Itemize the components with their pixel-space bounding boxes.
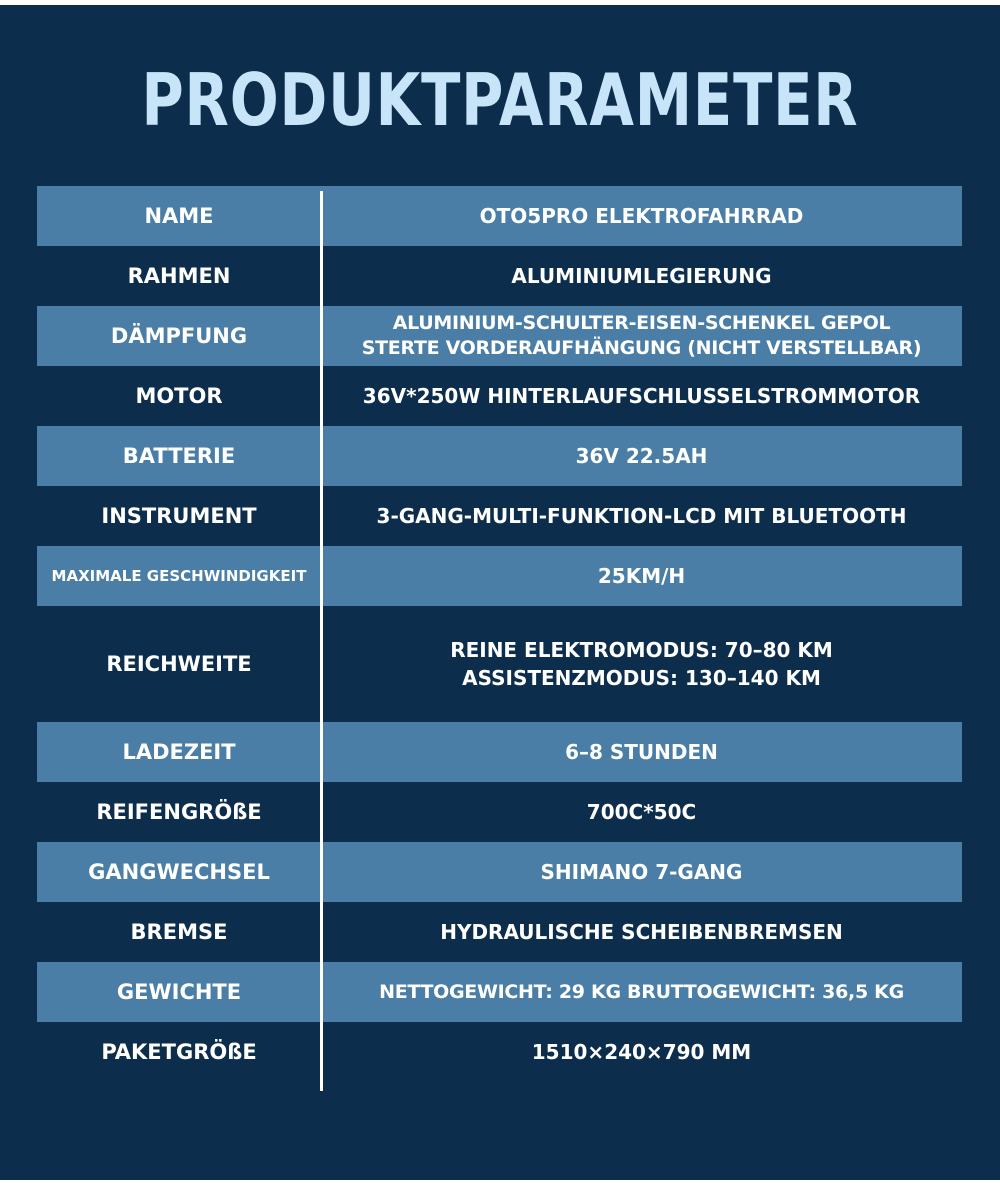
- spec-value-line: ASSISTENZMODUS: 130–140 KM: [462, 666, 821, 690]
- spec-value: ALUMINIUMLEGIERUNG: [511, 264, 772, 288]
- spec-label: PAKETGRÖßE: [101, 1040, 257, 1064]
- spec-label: LADEZEIT: [122, 740, 236, 764]
- spec-row-max-speed: [37, 546, 962, 606]
- spec-label: MAXIMALE GESCHWINDIGKEIT: [51, 567, 307, 585]
- spec-value: [321, 636, 962, 692]
- spec-label: BATTERIE: [122, 444, 236, 468]
- spec-row-frame: [37, 246, 962, 306]
- spec-row-tire-size: [37, 782, 962, 842]
- spec-panel: [0, 5, 1000, 1180]
- spec-value: 1510×240×790 MM: [531, 1040, 752, 1064]
- spec-value: SHIMANO 7-GANG: [540, 860, 743, 884]
- spec-value: [321, 311, 962, 361]
- spec-label: GEWICHTE: [116, 980, 242, 1004]
- spec-label: NAME: [144, 204, 214, 228]
- spec-value: 25KM/H: [597, 564, 686, 588]
- spec-row-package-size: [37, 1022, 962, 1082]
- spec-value: OTO5PRO ELEKTROFAHRRAD: [479, 204, 804, 228]
- spec-value: HYDRAULISCHE SCHEIBENBREMSEN: [440, 920, 843, 944]
- spec-value-line: ALUMINIUM-SCHULTER-EISEN-SCHENKEL GEPOL: [392, 312, 891, 334]
- spec-row-battery: [37, 426, 962, 486]
- spec-value-line: STERTE VORDERAUFHÄNGUNG (NICHT VERSTELLBAR): [361, 337, 922, 359]
- spec-value: 36V 22.5AH: [575, 444, 708, 468]
- spec-value-line: REINE ELEKTROMODUS: 70–80 KM: [450, 638, 833, 662]
- spec-label: DÄMPFUNG: [110, 324, 248, 348]
- spec-row-charge-time: [37, 722, 962, 782]
- spec-label: GANGWECHSEL: [88, 860, 270, 884]
- spec-value: NETTOGEWICHT: 29 KG BRUTTOGEWICHT: 36,5 KG: [379, 980, 904, 1003]
- spec-label: INSTRUMENT: [101, 504, 257, 528]
- spec-row-name: [37, 186, 962, 246]
- spec-label: BREMSE: [130, 920, 228, 944]
- spec-value: 36V*250W HINTERLAUFSCHLUSSELSTROMMOTOR: [362, 384, 921, 408]
- spec-row-suspension: [37, 306, 962, 366]
- spec-label: RAHMEN: [127, 264, 231, 288]
- spec-row-motor: [37, 366, 962, 426]
- spec-row-instrument: [37, 486, 962, 546]
- spec-value: 3-GANG-MULTI-FUNKTION-LCD MIT BLUETOOTH: [376, 504, 907, 528]
- page-title: PRODUKTPARAMETER: [141, 58, 859, 142]
- spec-value: 700C*50C: [586, 800, 697, 824]
- spec-row-gears: [37, 842, 962, 902]
- spec-label: REICHWEITE: [106, 652, 252, 676]
- spec-table: [37, 186, 962, 1082]
- spec-label: MOTOR: [135, 384, 223, 408]
- spec-label: REIFENGRÖßE: [96, 800, 262, 824]
- column-divider: [320, 191, 323, 1091]
- spec-row-range: [37, 606, 962, 722]
- spec-row-weight: [37, 962, 962, 1022]
- spec-value: 6–8 STUNDEN: [565, 740, 718, 764]
- spec-row-brakes: [37, 902, 962, 962]
